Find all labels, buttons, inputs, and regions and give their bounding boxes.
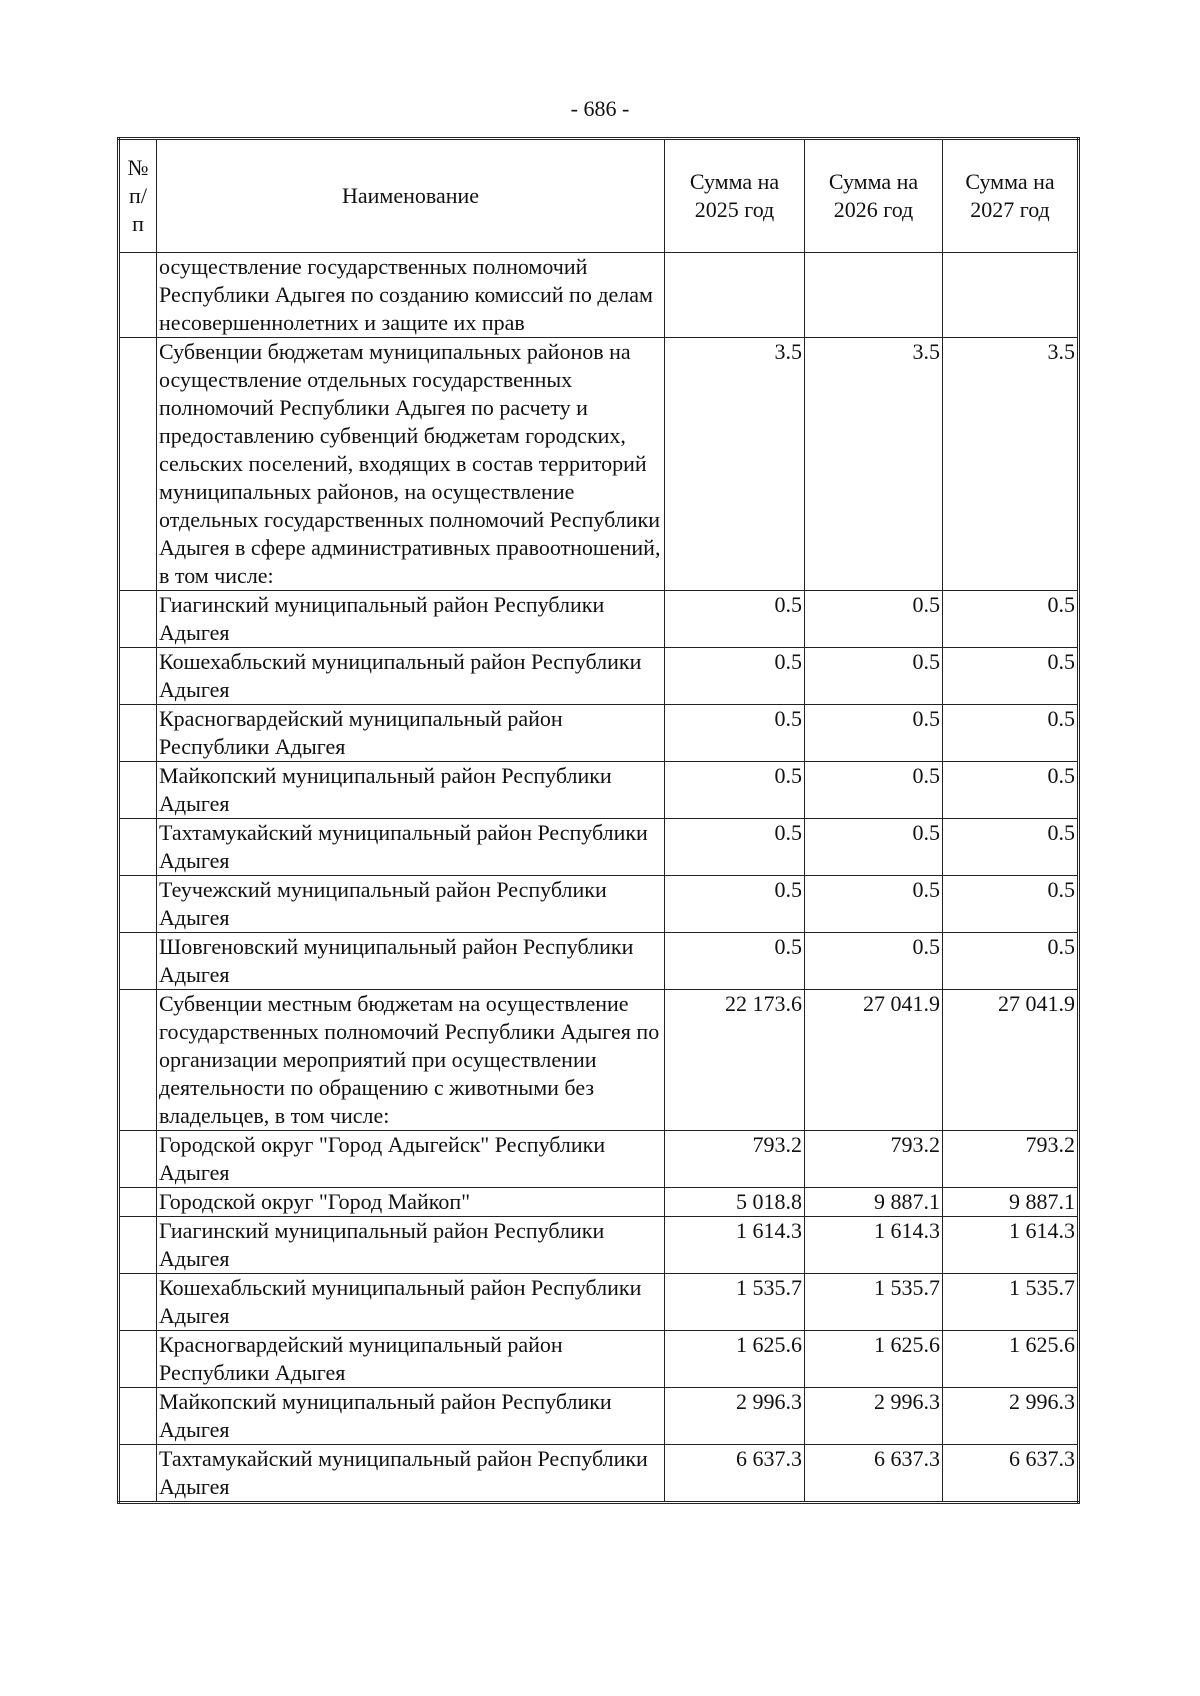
row-number <box>119 1331 157 1388</box>
row-number <box>119 933 157 990</box>
row-sum-2025: 793.2 <box>665 1131 805 1188</box>
row-sum-2026: 27 041.9 <box>805 990 943 1131</box>
header-name: Наименование <box>157 139 665 253</box>
table-body <box>119 253 1079 1503</box>
row-sum-2026: 9 887.1 <box>805 1188 943 1217</box>
header-num: № п/п <box>119 139 157 253</box>
row-name: Теучежский муниципальный район Республики Адыгея <box>157 876 665 933</box>
row-sum-2026: 6 637.3 <box>805 1445 943 1503</box>
row-sum-2026: 0.5 <box>805 705 943 762</box>
row-sum-2025: 3.5 <box>665 338 805 591</box>
table-row <box>119 1188 1079 1217</box>
row-name: Гиагинский муниципальный район Республики Адыгея <box>157 1217 665 1274</box>
table-header-row <box>119 139 1079 253</box>
table-row <box>119 253 1079 338</box>
row-number <box>119 876 157 933</box>
row-name: Субвенции бюджетам муниципальных районов на осуществление отдельных государственных полномочий Республики Адыгея по расчету и предоставлению субвенций бюджетам городских, сельских поселений, входящих в состав территорий муниципальных районов, на осуществление отдельных государственных полномочий Республики Адыгея в сфере административных правоотношений, в том числе: <box>157 338 665 591</box>
row-sum-2026: 0.5 <box>805 933 943 990</box>
row-sum-2026: 1 614.3 <box>805 1217 943 1274</box>
row-name: осуществление государственных полномочий Республики Адыгея по созданию комиссий по делам несовершеннолетних и защите их прав <box>157 253 665 338</box>
table-row <box>119 762 1079 819</box>
table-row <box>119 1445 1079 1503</box>
row-sum-2027: 9 887.1 <box>943 1188 1079 1217</box>
row-name: Субвенции местным бюджетам на осуществление государственных полномочий Республики Адыгея по организации мероприятий при осуществлении деятельности по обращению с животными без владельцев, в том числе: <box>157 990 665 1131</box>
row-number <box>119 1131 157 1188</box>
row-number <box>119 762 157 819</box>
row-sum-2027: 0.5 <box>943 933 1079 990</box>
budget-table <box>117 137 1080 1504</box>
row-sum-2026: 2 996.3 <box>805 1388 943 1445</box>
row-sum-2025 <box>665 253 805 338</box>
table-row <box>119 338 1079 591</box>
row-sum-2026: 793.2 <box>805 1131 943 1188</box>
table-row <box>119 876 1079 933</box>
row-sum-2026: 0.5 <box>805 648 943 705</box>
row-sum-2027 <box>943 253 1079 338</box>
row-number <box>119 705 157 762</box>
row-sum-2027: 6 637.3 <box>943 1445 1079 1503</box>
row-name: Красногвардейский муниципальный район Республики Адыгея <box>157 705 665 762</box>
row-name: Майкопский муниципальный район Республики Адыгея <box>157 1388 665 1445</box>
row-number <box>119 1388 157 1445</box>
row-sum-2027: 1 535.7 <box>943 1274 1079 1331</box>
header-2025: Сумма на 2025 год <box>665 139 805 253</box>
row-number <box>119 1274 157 1331</box>
table-row <box>119 1131 1079 1188</box>
table-row <box>119 705 1079 762</box>
row-sum-2027: 1 614.3 <box>943 1217 1079 1274</box>
row-number <box>119 591 157 648</box>
row-sum-2027: 793.2 <box>943 1131 1079 1188</box>
row-name: Шовгеновский муниципальный район Республики Адыгея <box>157 933 665 990</box>
row-sum-2026: 0.5 <box>805 591 943 648</box>
table-row <box>119 1388 1079 1445</box>
row-sum-2025: 0.5 <box>665 705 805 762</box>
row-sum-2025: 2 996.3 <box>665 1388 805 1445</box>
row-sum-2026: 3.5 <box>805 338 943 591</box>
row-sum-2027: 27 041.9 <box>943 990 1079 1131</box>
row-sum-2025: 1 614.3 <box>665 1217 805 1274</box>
row-sum-2026 <box>805 253 943 338</box>
row-sum-2026: 0.5 <box>805 762 943 819</box>
table-row <box>119 819 1079 876</box>
row-sum-2025: 0.5 <box>665 933 805 990</box>
row-sum-2027: 0.5 <box>943 648 1079 705</box>
row-number <box>119 819 157 876</box>
row-sum-2027: 0.5 <box>943 819 1079 876</box>
table-row <box>119 1217 1079 1274</box>
row-sum-2027: 0.5 <box>943 705 1079 762</box>
row-name: Кошехабльский муниципальный район Республики Адыгея <box>157 648 665 705</box>
row-sum-2026: 1 625.6 <box>805 1331 943 1388</box>
row-number <box>119 253 157 338</box>
row-name: Тахтамукайский муниципальный район Республики Адыгея <box>157 1445 665 1503</box>
row-sum-2025: 1 625.6 <box>665 1331 805 1388</box>
page-number: - 686 - <box>570 96 630 121</box>
row-name: Тахтамукайский муниципальный район Республики Адыгея <box>157 819 665 876</box>
row-sum-2027: 0.5 <box>943 762 1079 819</box>
table-row <box>119 648 1079 705</box>
row-number <box>119 338 157 591</box>
row-number <box>119 990 157 1131</box>
row-number <box>119 1445 157 1503</box>
table-row <box>119 1331 1079 1388</box>
table-row <box>119 591 1079 648</box>
row-name: Городской округ "Город Майкоп" <box>157 1188 665 1217</box>
row-sum-2025: 6 637.3 <box>665 1445 805 1503</box>
row-number <box>119 1217 157 1274</box>
header-2026: Сумма на 2026 год <box>805 139 943 253</box>
table-row <box>119 1274 1079 1331</box>
row-sum-2026: 0.5 <box>805 819 943 876</box>
row-sum-2027: 2 996.3 <box>943 1388 1079 1445</box>
row-name: Гиагинский муниципальный район Республики Адыгея <box>157 591 665 648</box>
row-sum-2026: 0.5 <box>805 876 943 933</box>
row-name: Майкопский муниципальный район Республики Адыгея <box>157 762 665 819</box>
row-sum-2026: 1 535.7 <box>805 1274 943 1331</box>
row-number <box>119 648 157 705</box>
row-sum-2025: 0.5 <box>665 762 805 819</box>
row-sum-2025: 0.5 <box>665 591 805 648</box>
table-row <box>119 933 1079 990</box>
row-number <box>119 1188 157 1217</box>
row-sum-2027: 3.5 <box>943 338 1079 591</box>
row-name: Красногвардейский муниципальный район Республики Адыгея <box>157 1331 665 1388</box>
header-2027: Сумма на 2027 год <box>943 139 1079 253</box>
row-sum-2025: 0.5 <box>665 876 805 933</box>
table-row <box>119 990 1079 1131</box>
row-sum-2025: 0.5 <box>665 819 805 876</box>
row-sum-2025: 1 535.7 <box>665 1274 805 1331</box>
row-sum-2027: 0.5 <box>943 876 1079 933</box>
row-sum-2027: 1 625.6 <box>943 1331 1079 1388</box>
row-sum-2025: 0.5 <box>665 648 805 705</box>
row-sum-2025: 5 018.8 <box>665 1188 805 1217</box>
row-name: Кошехабльский муниципальный район Республики Адыгея <box>157 1274 665 1331</box>
row-name: Городской округ "Город Адыгейск" Республики Адыгея <box>157 1131 665 1188</box>
row-sum-2027: 0.5 <box>943 591 1079 648</box>
row-sum-2025: 22 173.6 <box>665 990 805 1131</box>
